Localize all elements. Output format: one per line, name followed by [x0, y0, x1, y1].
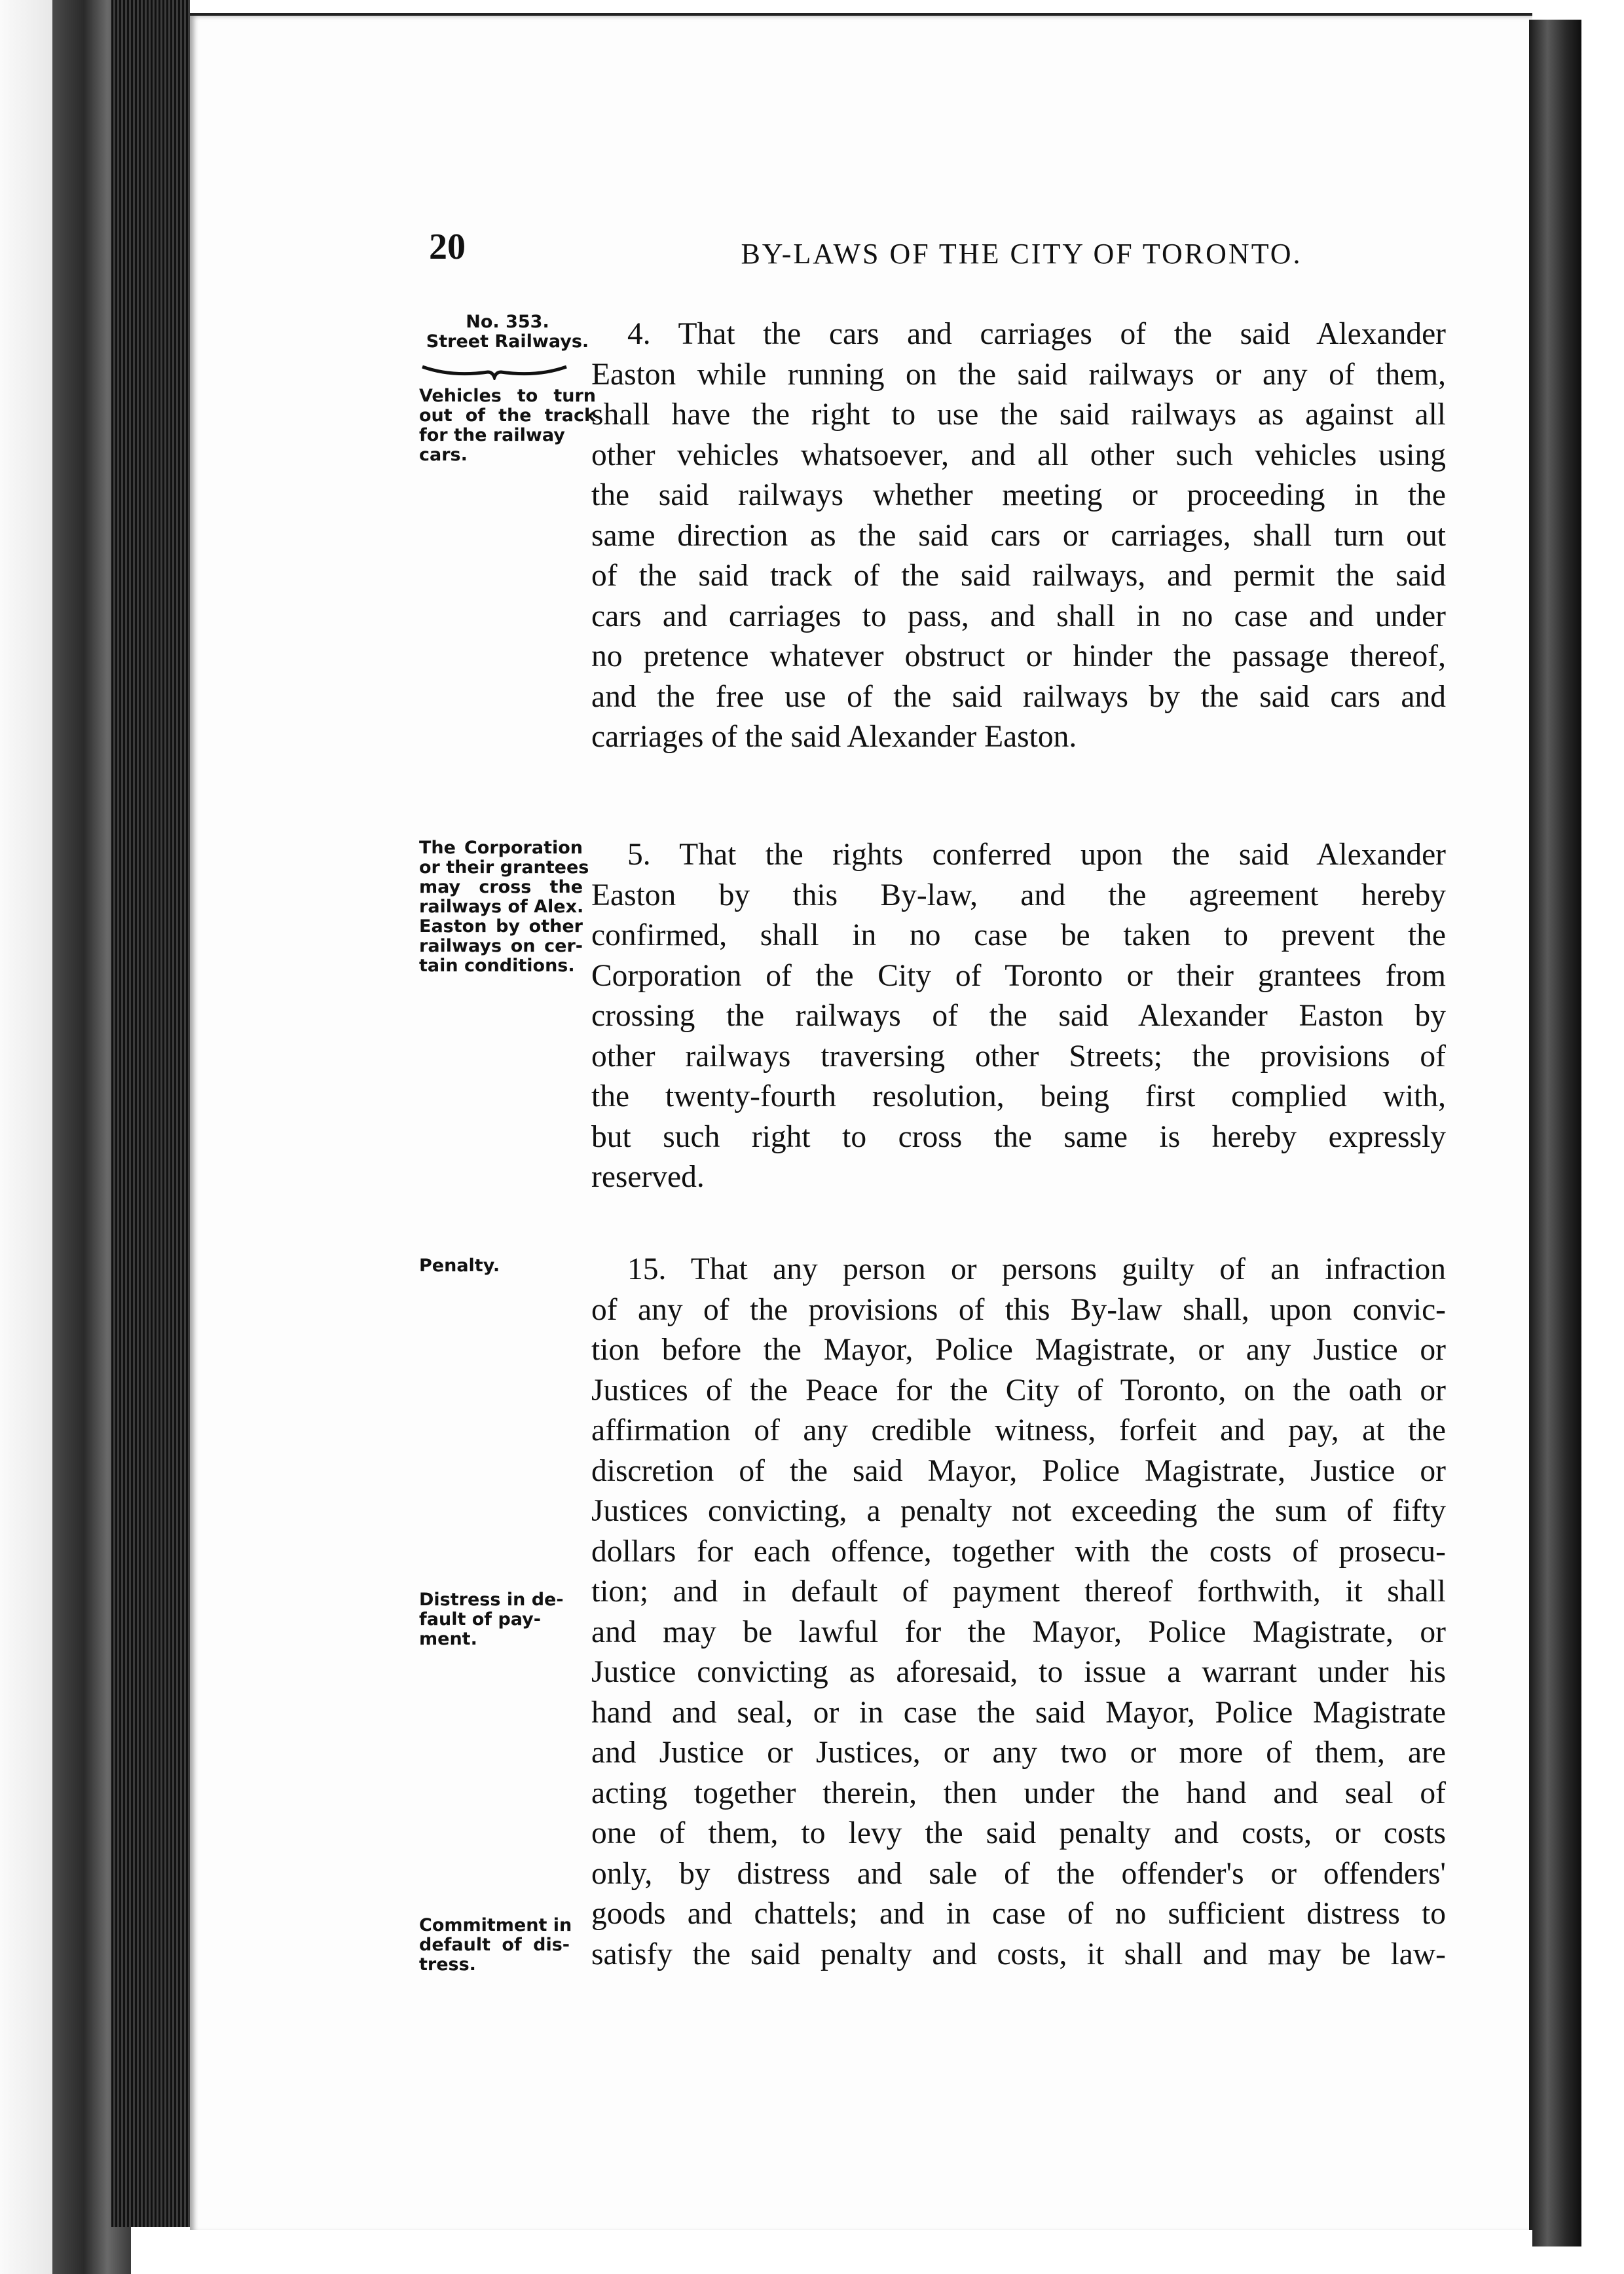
text-line: Corporation of the City of Toronto or their grantees from [591, 958, 1446, 993]
text-line: no pretence whatever obstruct or hinder the passage thereof, [591, 639, 1446, 673]
text-line: and Justice or Justices, or any two or more of them, are [591, 1736, 1446, 1770]
text-line: but such right to cross the same is hereby expressly [591, 1119, 1446, 1154]
text-line: tion before the Mayor, Police Magistrate, or any Justice or [591, 1333, 1446, 1367]
margin-note-line: Street Railways. [426, 331, 589, 352]
text-line: shall have the right to use the said railways as against all [591, 398, 1446, 432]
scan-left-margin [0, 0, 52, 2274]
scan-bottom-margin [131, 2230, 1532, 2274]
margin-note-line: tress. [419, 1954, 476, 1975]
text-line: satisfy the said penalty and costs, it shall and may be law- [591, 1937, 1446, 1971]
margin-note-line: Vehicles to turn [419, 386, 596, 406]
margin-note-line: ment. [419, 1629, 477, 1649]
margin-note-line: fault of pay- [419, 1609, 541, 1630]
text-line: 4. That the cars and carriages of the said Alexander [627, 317, 1446, 351]
text-line: 5. That the rights conferred upon the said Alexander [627, 838, 1446, 872]
margin-note-commitment [419, 1916, 570, 1975]
text-line: goods and chattels; and in case of no sufficient distress to [591, 1897, 1446, 1931]
text-line: dollars for each offence, together with the costs of prosecu- [591, 1534, 1446, 1569]
text-line: carriages of the said Alexander Easton. [591, 720, 1077, 754]
text-line: one of them, to levy the said penalty and costs, or costs [591, 1816, 1446, 1850]
margin-note-line: out of the track [419, 405, 596, 426]
text-line: crossing the railways of the said Alexander Easton by [591, 999, 1446, 1033]
section-15 [591, 1250, 1446, 1975]
section-5 [591, 835, 1446, 1198]
text-line: confirmed, shall in no case be taken to prevent the [591, 918, 1446, 952]
margin-note-bylaw-number [419, 312, 596, 352]
margin-note-line: railways of Alex. [419, 897, 584, 917]
text-line: tion; and in default of payment thereof forthwith, it shall [591, 1575, 1446, 1609]
margin-note-line: Penalty. [419, 1256, 500, 1276]
text-line: acting together therein, then under the hand and seal of [591, 1776, 1446, 1810]
book-edge-right [1529, 20, 1581, 2246]
text-line: reserved. [591, 1160, 705, 1194]
margin-note-line: railways on cer- [419, 936, 583, 956]
margin-note-penalty [419, 1256, 596, 1276]
text-line: Justices of the Peace for the City of Toronto, on the oath or [591, 1373, 1446, 1407]
margin-note-line: cars. [419, 445, 468, 465]
margin-note-line: may cross the [419, 877, 583, 897]
margin-note-line: for the railway [419, 425, 565, 445]
margin-note-line: Easton by other [419, 916, 583, 937]
text-line: affirmation of any credible witness, forfeit and pay, at the [591, 1413, 1446, 1447]
text-line: Easton by this By-law, and the agreement hereby [591, 878, 1446, 912]
margin-note-line: or their grantees [419, 857, 589, 878]
text-line: hand and seal, or in case the said Mayor, Police Magistrate [591, 1695, 1446, 1730]
text-line: other railways traversing other Streets; the provisions of [591, 1039, 1446, 1073]
text-line: and may be lawful for the Mayor, Police Magistrate, or [591, 1614, 1446, 1649]
text-line: of any of the provisions of this By-law shall, upon convic- [591, 1292, 1446, 1327]
margin-note-line: tain conditions. [419, 956, 575, 976]
margin-note-line: default of dis- [419, 1935, 570, 1955]
scan-right-margin [1581, 0, 1624, 2274]
running-head: BY-LAWS OF THE CITY OF TORONTO. [741, 238, 1302, 270]
text-line: same direction as the said cars or carriages, shall turn out [591, 518, 1446, 553]
margin-note-line: Distress in de- [419, 1590, 564, 1610]
text-line: and the free use of the said railways by the said cars and [591, 679, 1446, 714]
page-number: 20 [429, 227, 466, 267]
margin-note-vehicles [419, 386, 596, 465]
margin-note-corporation [419, 838, 589, 976]
margin-note-line: The Corporation [419, 838, 583, 858]
text-line: the said railways whether meeting or proceeding in the [591, 478, 1446, 512]
text-line: only, by distress and sale of the offender's or offenders' [591, 1856, 1446, 1891]
margin-note-distress [419, 1590, 564, 1649]
margin-note-brace [419, 362, 596, 382]
text-line: discretion of the said Mayor, Police Magistrate, Justice or [591, 1453, 1446, 1488]
margin-note-line: Commitment in [419, 1915, 572, 1935]
text-line: Easton while running on the said railways or any of them, [591, 357, 1446, 392]
text-line: 15. That any person or persons guilty of an infraction [627, 1252, 1446, 1286]
margin-note-line: No. 353. [466, 312, 549, 332]
curly-brace-icon [419, 363, 570, 380]
text-line: Justice convicting as aforesaid, to issue a warrant under his [591, 1655, 1446, 1689]
section-4 [591, 314, 1446, 758]
page-edges-left [111, 0, 190, 2227]
text-line: other vehicles whatsoever, and all other such vehicles using [591, 438, 1446, 472]
text-line: cars and carriages to pass, and shall in no case and under [591, 599, 1446, 633]
text-line: of the said track of the said railways, and permit the said [591, 559, 1446, 593]
text-line: Justices convicting, a penalty not exceeding the sum of fifty [591, 1494, 1446, 1528]
text-line: the twenty-fourth resolution, being first complied with, [591, 1079, 1446, 1113]
